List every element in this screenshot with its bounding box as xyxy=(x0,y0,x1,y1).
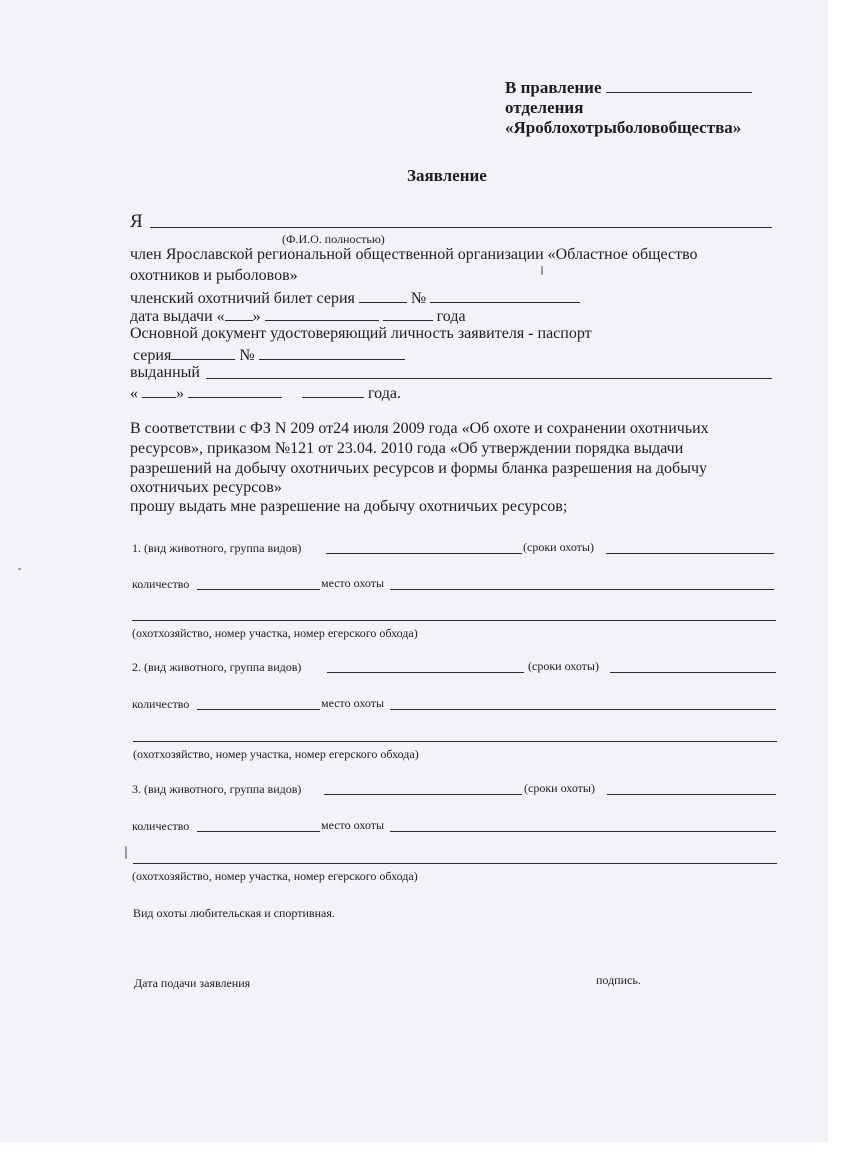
issued-by-field[interactable] xyxy=(206,378,772,379)
submission-date-label: Дата подачи заявления xyxy=(134,976,251,990)
scan-speck xyxy=(18,568,21,570)
entry-3-dates-field[interactable] xyxy=(607,794,776,795)
entry-2-farm-field[interactable] xyxy=(133,741,777,742)
ticket-series-field[interactable] xyxy=(359,288,407,303)
id-document-label: Основной документ удостоверяющий личность заявителя - паспорт xyxy=(130,325,592,342)
membership-line-2: охотников и рыболовов» xyxy=(130,267,298,284)
request-line-3: разрешений на добычу охотничьих ресурсов и формы бланка разрешения на добычу xyxy=(130,460,707,477)
entry-2-place-field[interactable] xyxy=(390,709,776,710)
request-line-2: ресурсов», приказом №121 от 23.04. 2010 года «Об утверждении порядка выдачи xyxy=(130,440,684,457)
entry-1-place-field[interactable] xyxy=(390,589,774,590)
addressee-line-2: отделения xyxy=(505,98,584,117)
passport-year-field[interactable] xyxy=(302,383,364,398)
issue-year-field[interactable] xyxy=(383,306,433,321)
entry-2-farm-caption: (охотхозяйство, номер участка, номер егерского обхода) xyxy=(133,747,419,761)
entry-1-quantity-label: количество xyxy=(132,577,190,591)
entry-2-quantity-label: количество xyxy=(132,697,190,711)
entry-1-farm-field[interactable] xyxy=(132,620,776,621)
issue-day-field[interactable] xyxy=(225,306,253,321)
entry-1-place-label: место охоты xyxy=(321,576,385,590)
request-line-4: охотничьих ресурсов» xyxy=(130,479,282,496)
issue-date-row: дата выдачи « » года xyxy=(130,308,466,325)
passport-row: серия № xyxy=(133,345,405,365)
request-line-1: В соответствии с ФЗ N 209 от24 июля 2009 года «Об охоте и сохранении охотничьих xyxy=(130,420,709,437)
entry-2-place-label: место охоты xyxy=(321,696,385,710)
request-line-5: прошу выдать мне разрешение на добычу охотничьих ресурсов; xyxy=(130,498,568,515)
ticket-row: членский охотничий билет серия № xyxy=(130,288,580,308)
entry-3-species-label: 3. (вид животного, группа видов) xyxy=(132,782,302,796)
branch-name-field[interactable] xyxy=(606,78,752,93)
entry-2-dates-label: (сроки охоты) xyxy=(528,659,599,673)
entry-1-species-field[interactable] xyxy=(326,553,522,554)
entry-3-dates-label: (сроки охоты) xyxy=(524,781,595,795)
entry-2-species-label: 2. (вид животного, группа видов) xyxy=(132,660,302,674)
addressee-line-3: «Яроблохотрыболовобщества» xyxy=(505,118,742,137)
entry-1-species-label: 1. (вид животного, группа видов) xyxy=(132,541,302,555)
signature-label: подпись. xyxy=(596,973,641,987)
entry-3-place-field[interactable] xyxy=(390,831,776,832)
entry-2-species-field[interactable] xyxy=(327,672,524,673)
scan-speck xyxy=(541,266,543,275)
membership-line-1: член Ярославской региональной общественной организации «Областное общество xyxy=(130,246,698,263)
passport-number-field[interactable] xyxy=(259,345,405,360)
entry-3-farm-caption: (охотхозяйство, номер участка, номер егерского обхода) xyxy=(132,869,418,883)
entry-2-dates-field[interactable] xyxy=(610,672,776,673)
addressee-line-1: В правление xyxy=(505,78,752,98)
entry-3-farm-field[interactable] xyxy=(133,863,777,864)
entry-1-farm-caption: (охотхозяйство, номер участка, номер егерского обхода) xyxy=(132,626,418,640)
issue-month-field[interactable] xyxy=(265,306,379,321)
entry-2-quantity-field[interactable] xyxy=(197,709,320,710)
fio-field[interactable] xyxy=(150,227,772,228)
applicant-prefix: Я xyxy=(130,211,143,232)
hunt-type: Вид охоты любительская и спортивная. xyxy=(133,906,335,920)
ticket-number-field[interactable] xyxy=(430,288,580,303)
document-title: Заявление xyxy=(407,166,487,185)
entry-1-dates-label: (сроки охоты) xyxy=(523,540,594,554)
entry-3-quantity-label: количество xyxy=(132,819,190,833)
passport-date-row: « » года. xyxy=(130,385,401,402)
passport-series-field[interactable] xyxy=(171,345,235,360)
entry-1-quantity-field[interactable] xyxy=(197,589,320,590)
entry-3-quantity-field[interactable] xyxy=(197,831,320,832)
entry-3-place-label: место охоты xyxy=(321,818,385,832)
fio-caption: (Ф.И.О. полностью) xyxy=(282,232,385,246)
scan-speck xyxy=(125,846,127,859)
passport-month-field[interactable] xyxy=(188,383,282,398)
passport-day-field[interactable] xyxy=(142,383,176,398)
entry-3-species-field[interactable] xyxy=(324,794,522,795)
issued-by-label: выданный xyxy=(130,364,200,381)
entry-1-dates-field[interactable] xyxy=(606,553,774,554)
